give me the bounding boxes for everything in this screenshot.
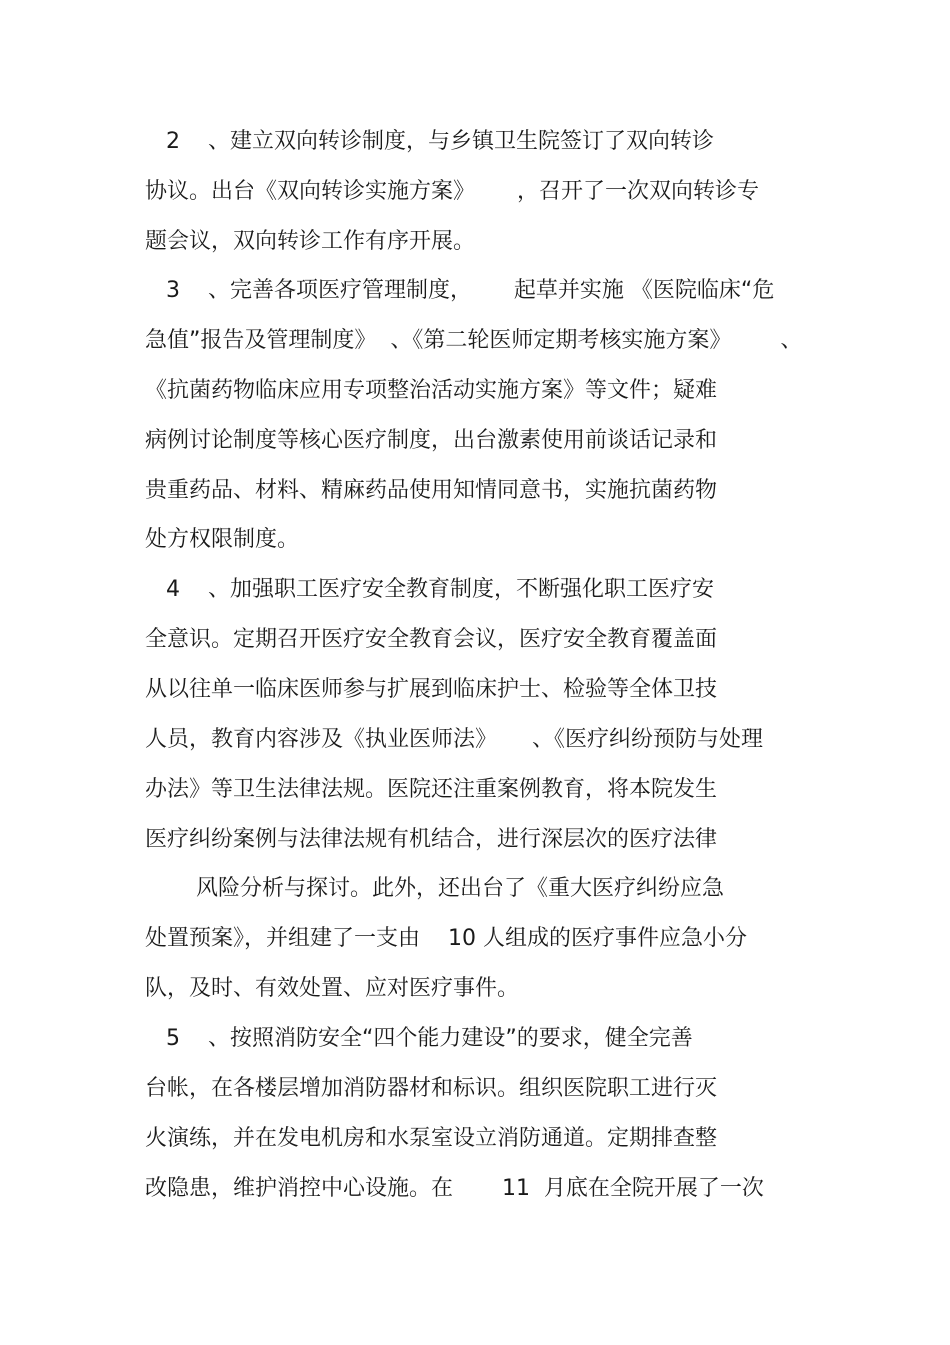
text-line: 贵重药品、材料、精麻药品使用知情同意书，实施抗菌药物 xyxy=(145,478,718,503)
text-line: 医疗纠纷案例与法律法规有机结合，进行深层次的医疗法律 xyxy=(145,827,718,852)
text-line: 协议。出台《双向转诊实施方案》 ，召开了一次双向转诊专 xyxy=(145,179,759,204)
text-line: 处置预案》，并组建了一支由 10 人组成的医疗事件应急小分 xyxy=(145,926,747,951)
text-line: 5 、按照消防安全“四个能力建设”的要求，健全完善 xyxy=(166,1026,693,1051)
text-line: 2 、建立双向转诊制度，与乡镇卫生院签订了双向转诊 xyxy=(166,129,714,154)
text-line: 题会议，双向转诊工作有序开展。 xyxy=(145,229,476,254)
text-line: 急值”报告及管理制度》 、《第二轮医师定期考核实施方案》 、 xyxy=(145,328,803,353)
text-line: 人员，教育内容涉及《执业医师法》 、《医疗纠纷预防与处理 xyxy=(145,727,763,752)
text-line: 改隐患，维护消控中心设施。在 11 月底在全院开展了一次 xyxy=(145,1176,764,1201)
text-line: 《抗菌药物临床应用专项整治活动实施方案》等文件；疑难 xyxy=(145,378,718,403)
text-line: 处方权限制度。 xyxy=(145,527,300,552)
text-line: 台帐，在各楼层增加消防器材和标识。组织医院职工进行灭 xyxy=(145,1076,718,1101)
text-line: 从以往单一临床医师参与扩展到临床护士、检验等全体卫技 xyxy=(145,677,718,702)
text-line: 3 、完善各项医疗管理制度， 起草并实施 《医院临床“危 xyxy=(166,278,775,303)
text-line: 病例讨论制度等核心医疗制度，出台激素使用前谈话记录和 xyxy=(145,428,718,453)
text-line: 办法》等卫生法律法规。医院还注重案例教育，将本院发生 xyxy=(145,777,718,802)
text-line: 火演练，并在发电机房和水泵室设立消防通道。定期排查整 xyxy=(145,1126,718,1151)
text-line: 4 、加强职工医疗安全教育制度，不断强化职工医疗安 xyxy=(166,577,714,602)
text-line: 全意识。定期召开医疗安全教育会议，医疗安全教育覆盖面 xyxy=(145,627,718,652)
text-line: 风险分析与探讨。此外，还出台了《重大医疗纠纷应急 xyxy=(196,876,725,901)
text-line: 队，及时、有效处置、应对医疗事件。 xyxy=(145,976,520,1001)
